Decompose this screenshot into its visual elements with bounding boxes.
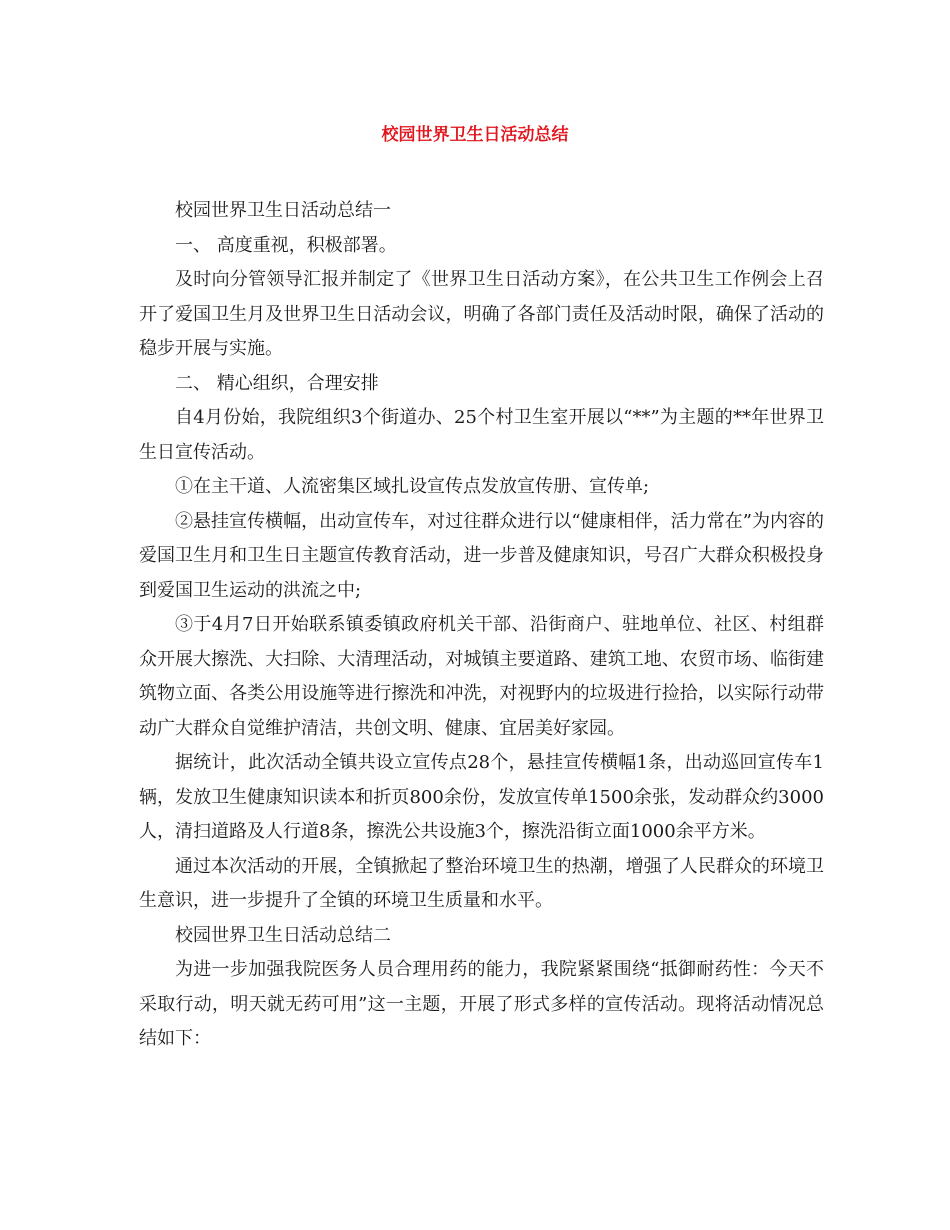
document-body [139, 194, 824, 1057]
list-item: ③于4月7日开始联系镇委镇政府机关干部、沿街商户、驻地单位、社区、村组群众开展大擦洗、大扫除、大清理活动，对城镇主要道路、建筑工地、农贸市场、临街建筑物立面、各类公用设施等进行擦洗和冲洗，对视野内的垃圾进行捡拾，以实际行动带动广大群众自觉维护清洁，共创文明、健康、宜居美好家园。 [139, 614, 824, 739]
subheading: 二、 精心组织，合理安排 [175, 372, 379, 394]
paragraph: 自4月份始，我院组织3个街道办、25个村卫生室开展以“**”为主题的**年世界卫生日宣传活动。 [139, 407, 824, 463]
paragraph: 据统计，此次活动全镇共设立宣传点28个，悬挂宣传横幅1条，出动巡回宣传车1辆，发放卫生健康知识读本和折页800余份，发放宣传单1500余张，发动群众约3000人，清扫道路及人行道8条，擦洗公共设施3个，擦洗沿街立面1000余平方米。 [139, 752, 824, 842]
paragraph: 为进一步加强我院医务人员合理用药的能力，我院紧紧围绕“抵御耐药性：今天不采取行动，明天就无药可用”这一主题，开展了形式多样的宣传活动。现将活动情况总结如下： [139, 959, 824, 1049]
section-heading: 校园世界卫生日活动总结一 [175, 200, 391, 221]
paragraph: 及时向分管领导汇报并制定了《世界卫生日活动方案》，在公共卫生工作例会上召开了爱国卫生月及世界卫生日活动会议，明确了各部门责任及活动时限，确保了活动的稳步开展与实施。 [139, 269, 824, 359]
section-heading: 校园世界卫生日活动总结二 [175, 924, 391, 946]
paragraph: 通过本次活动的开展，全镇掀起了整治环境卫生的热潮，增强了人民群众的环境卫生意识，进一步提升了全镇的环境卫生质量和水平。 [139, 855, 824, 911]
list-item: ②悬挂宣传横幅，出动宣传车，对过往群众进行以“健康相伴，活力常在”为内容的爱国卫生月和卫生日主题宣传教育活动，进一步普及健康知识，号召广大群众积极投身到爱国卫生运动的洪流之中; [139, 510, 824, 601]
list-item: ①在主干道、人流密集区域扎设宣传点发放宣传册、宣传单; [175, 476, 650, 497]
document-title: 校园世界卫生日活动总结 [381, 125, 569, 145]
subheading: 一、 高度重视，积极部署。 [175, 234, 397, 256]
